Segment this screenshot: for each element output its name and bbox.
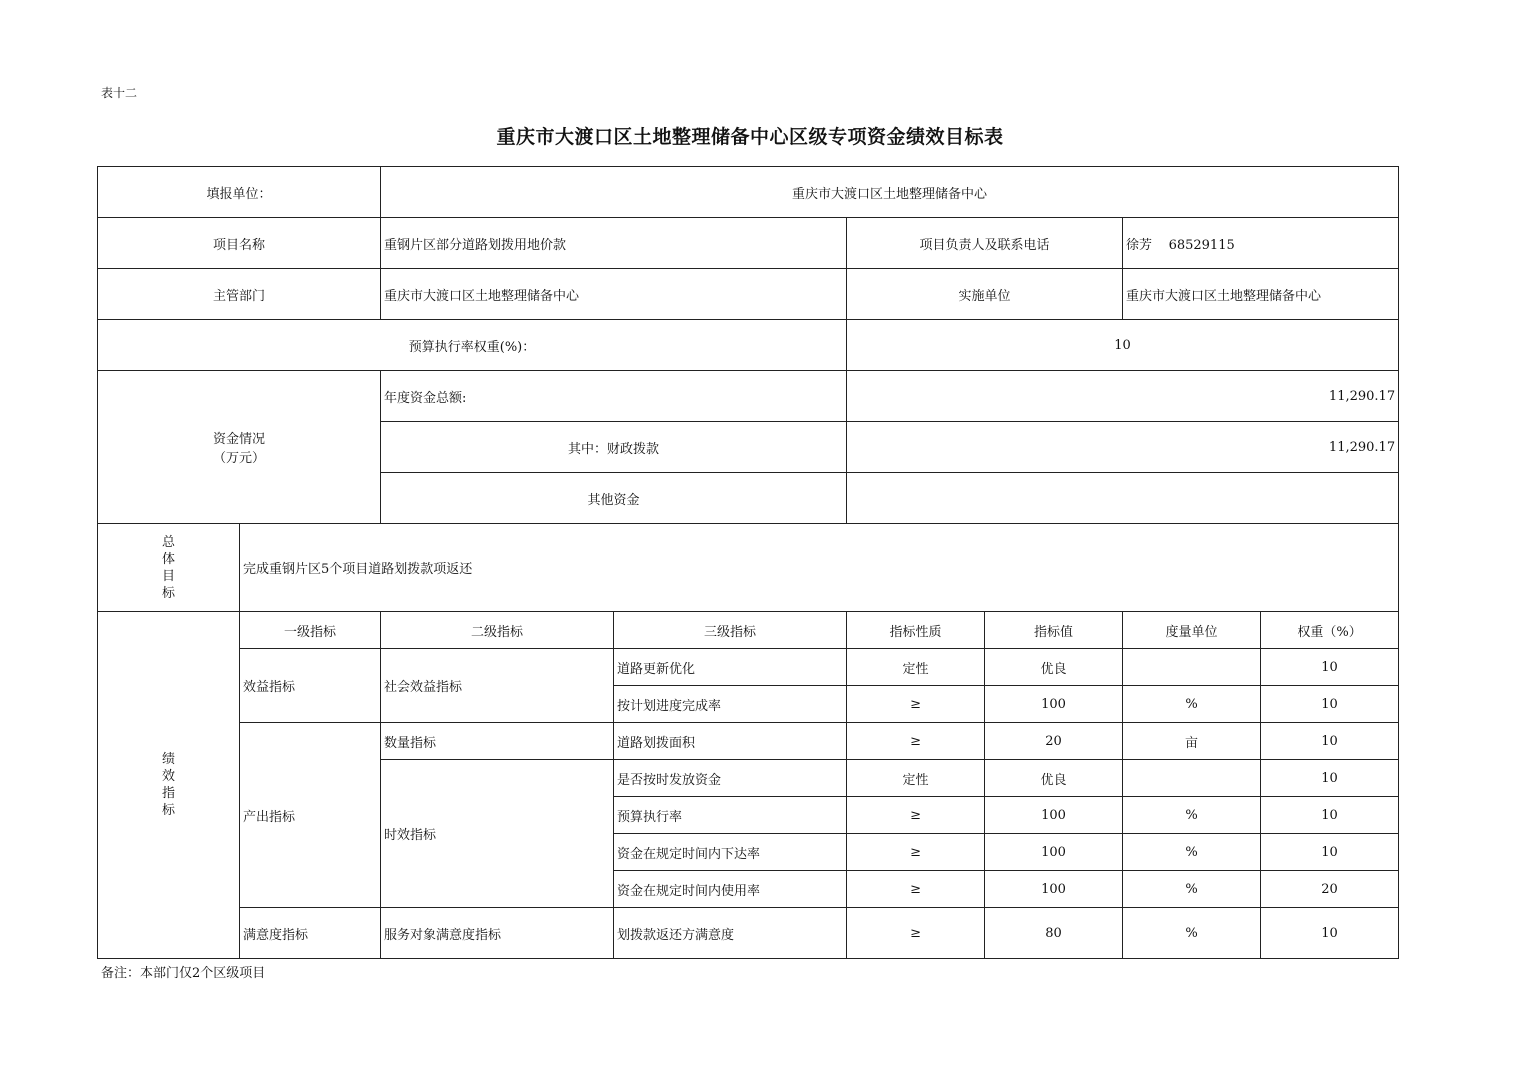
unit-cell [1123, 760, 1261, 797]
level3-cell: 是否按时发放资金 [614, 760, 847, 797]
header-weight: 权重（%） [1261, 612, 1399, 649]
overall-goal-label [98, 524, 240, 612]
level3-cell: 资金在规定时间内下达率 [614, 834, 847, 871]
table-row [98, 723, 1399, 760]
level1-cell: 效益指标 [240, 649, 381, 723]
footnote: 备注：本部门仅2个区级项目 [101, 966, 266, 981]
weight-cell: 20 [1261, 871, 1399, 908]
value-cell: 优良 [985, 649, 1123, 686]
nature-cell: ≥ [847, 834, 985, 871]
nature-cell: ≥ [847, 871, 985, 908]
level3-cell: 道路更新优化 [614, 649, 847, 686]
nature-cell: 定性 [847, 649, 985, 686]
funds-label-text: 资金情况 [213, 432, 266, 447]
unit-cell: % [1123, 908, 1261, 959]
weight-cell: 10 [1261, 834, 1399, 871]
overall-goal-char: 总 [161, 534, 175, 550]
weight-cell: 10 [1261, 649, 1399, 686]
level2-cell: 数量指标 [381, 723, 614, 760]
level1-cell: 产出指标 [240, 723, 381, 908]
owner-phone: 68529115 [1168, 237, 1235, 253]
funds-other-value [847, 473, 1399, 524]
unit-cell [1123, 649, 1261, 686]
level1-cell: 满意度指标 [240, 908, 381, 959]
level3-cell: 按计划进度完成率 [614, 686, 847, 723]
table-number: 表十二 [101, 86, 138, 100]
unit-cell: % [1123, 834, 1261, 871]
overall-goal-char: 标 [161, 585, 175, 601]
funds-total-label: 年度资金总额: [381, 371, 847, 422]
perf-indicator-label [98, 612, 240, 959]
reporting-unit-label: 填报单位： [98, 167, 381, 218]
value-cell: 80 [985, 908, 1123, 959]
weight-cell: 10 [1261, 908, 1399, 959]
funds-total-value: 11,290.17 [847, 371, 1399, 422]
level3-cell: 划拨款返还方满意度 [614, 908, 847, 959]
unit-cell: 亩 [1123, 723, 1261, 760]
unit-cell: % [1123, 686, 1261, 723]
page-title: 重庆市大渡口区土地整理储备中心区级专项资金绩效目标表 [496, 126, 1004, 148]
nature-cell: ≥ [847, 908, 985, 959]
budget-weight-label: 预算执行率权重(%)： [98, 320, 847, 371]
funds-fiscal-value: 11,290.17 [847, 422, 1399, 473]
perf-label-char: 效 [161, 769, 175, 784]
overall-goal-char: 目 [161, 568, 175, 584]
impl-unit-label: 实施单位 [847, 269, 1123, 320]
value-cell: 100 [985, 686, 1123, 723]
nature-cell: 定性 [847, 760, 985, 797]
header-nature: 指标性质 [847, 612, 985, 649]
weight-cell: 10 [1261, 723, 1399, 760]
department-label: 主管部门 [98, 269, 381, 320]
reporting-unit-value: 重庆市大渡口区土地整理储备中心 [381, 167, 1399, 218]
header-level1: 一级指标 [240, 612, 381, 649]
project-name-value: 重钢片区部分道路划拨用地价款 [381, 218, 847, 269]
header-level3: 三级指标 [614, 612, 847, 649]
level3-cell: 预算执行率 [614, 797, 847, 834]
nature-cell: ≥ [847, 797, 985, 834]
nature-cell: ≥ [847, 686, 985, 723]
funds-unit-text: （万元） [213, 451, 266, 466]
table-row [98, 649, 1399, 686]
funds-fiscal-label: 其中：财政拨款 [381, 422, 847, 473]
value-cell: 20 [985, 723, 1123, 760]
department-value: 重庆市大渡口区土地整理储备中心 [381, 269, 847, 320]
level2-cell: 时效指标 [381, 760, 614, 908]
header-unit: 度量单位 [1123, 612, 1261, 649]
perf-label-char: 指 [161, 786, 175, 801]
funds-other-label: 其他资金 [381, 473, 847, 524]
nature-cell: ≥ [847, 723, 985, 760]
project-name-label: 项目名称 [98, 218, 381, 269]
value-cell: 100 [985, 797, 1123, 834]
weight-cell: 10 [1261, 760, 1399, 797]
weight-cell: 10 [1261, 686, 1399, 723]
header-value: 指标值 [985, 612, 1123, 649]
value-cell: 100 [985, 834, 1123, 871]
impl-unit-value: 重庆市大渡口区土地整理储备中心 [1123, 269, 1399, 320]
unit-cell: % [1123, 871, 1261, 908]
value-cell: 优良 [985, 760, 1123, 797]
funds-label [98, 371, 381, 524]
performance-goal-table [97, 166, 1399, 959]
project-owner-label: 项目负责人及联系电话 [847, 218, 1123, 269]
header-level2: 二级指标 [381, 612, 614, 649]
level2-cell: 服务对象满意度指标 [381, 908, 614, 959]
budget-weight-value: 10 [847, 320, 1399, 371]
weight-cell: 10 [1261, 797, 1399, 834]
level2-cell: 社会效益指标 [381, 649, 614, 723]
owner-name: 徐芳 [1126, 237, 1153, 253]
project-owner-value [1123, 218, 1399, 269]
perf-label-char: 绩 [161, 752, 175, 767]
value-cell: 100 [985, 871, 1123, 908]
perf-label-char: 标 [161, 803, 175, 818]
overall-goal-char: 体 [161, 551, 175, 567]
overall-goal-value: 完成重钢片区5个项目道路划拨款项返还 [240, 524, 1399, 612]
level3-cell: 资金在规定时间内使用率 [614, 871, 847, 908]
table-row [98, 908, 1399, 959]
level3-cell: 道路划拨面积 [614, 723, 847, 760]
unit-cell: % [1123, 797, 1261, 834]
